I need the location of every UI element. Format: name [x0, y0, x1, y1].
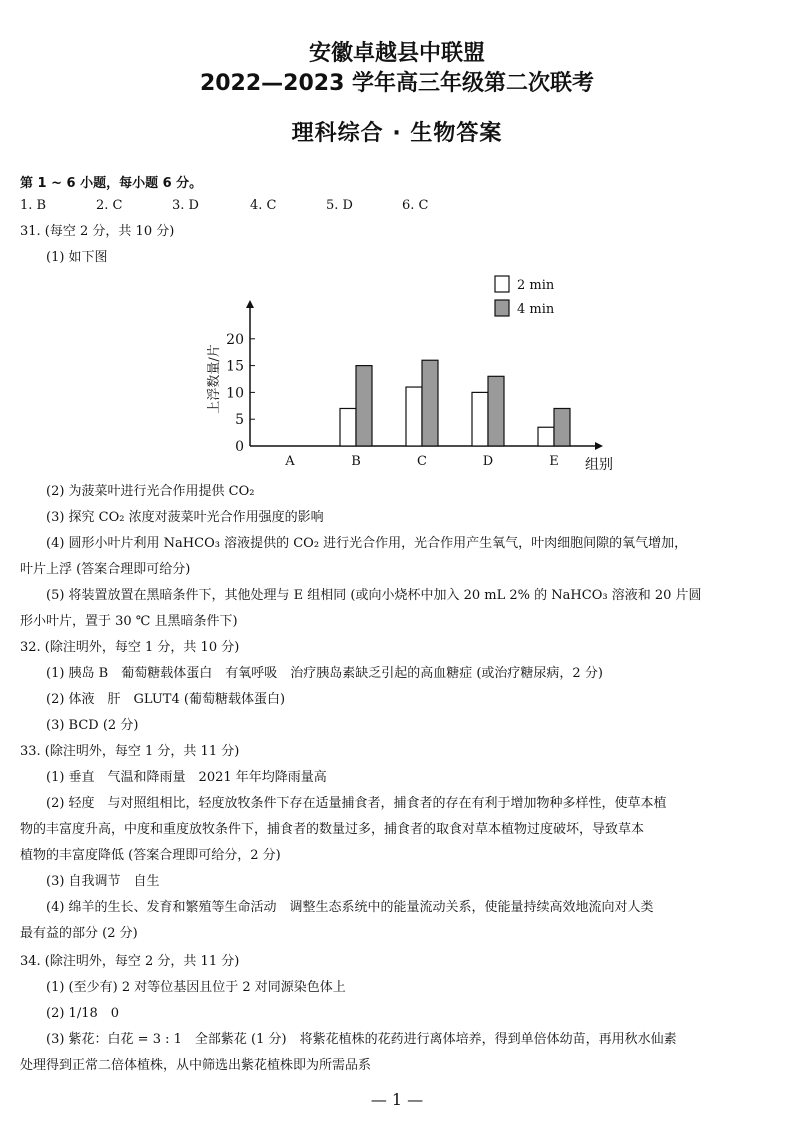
- bar-chart: [190, 264, 630, 474]
- q31-part2: (2) 为菠菜叶进行光合作用提供 CO₂: [46, 484, 255, 499]
- q33-part1: (1) 垂直 气温和降雨量 2021 年年均降雨量高: [46, 770, 327, 785]
- q31-part5-line1: (5) 将装置放置在黑暗条件下，其他处理与 E 组相同 (或向小烧杯中加入 20 mL 2% 的 NaHCO₃ 溶液和 20 片圆: [46, 588, 702, 603]
- x-axis-title: 组别: [585, 457, 613, 473]
- y-tick-label: 15: [226, 358, 244, 375]
- mc-answers: [20, 196, 428, 216]
- q34-part2: (2) 1/18 0: [46, 1006, 120, 1021]
- bar-2min-C: [406, 387, 422, 446]
- q32-part3: (3) BCD (2 分): [46, 718, 139, 733]
- x-tick-label: E: [549, 454, 559, 469]
- exam-year-title: 2022—2023 学年高三年级第二次联考: [199, 71, 595, 96]
- q33-part2-line3: 植物的丰富度降低 (答案合理即可给分，2 分): [20, 848, 281, 863]
- mc-answer: 5. D: [326, 198, 353, 213]
- bar-4min-B: [356, 366, 372, 446]
- q34-part3-line2: 处理得到正常二倍体植株，从中筛选出紫花植株即为所需品系: [20, 1058, 372, 1073]
- q32-heading: 32. (除注明外，每空 1 分，共 10 分): [20, 640, 240, 655]
- mc-answer: 1. B: [20, 198, 47, 213]
- y-tick-label: 10: [226, 385, 244, 402]
- q33-part4-line1: (4) 绵羊的生长、发育和繁殖等生命活动 调整生态系统中的能量流动关系，使能量持续高效地流向对人类: [46, 900, 654, 915]
- bar-4min-D: [488, 376, 504, 446]
- q32-part2: (2) 体液 肝 GLUT4 (葡萄糖载体蛋白): [46, 692, 286, 707]
- legend-label: 2 min: [517, 278, 555, 293]
- x-tick-label: D: [482, 454, 494, 469]
- legend-swatch: [495, 300, 509, 316]
- y-tick-label: 5: [235, 412, 244, 429]
- exam-org-title: 安徽卓越县中联盟: [308, 41, 485, 66]
- x-tick-label: A: [285, 454, 295, 469]
- q31-part3: (3) 探究 CO₂ 浓度对菠菜叶光合作用强度的影响: [46, 510, 324, 525]
- bar-4min-C: [422, 360, 438, 446]
- q33-part2-line2: 物的丰富度升高，中度和重度放牧条件下，捕食者的数量过多，捕食者的取食对草本植物过度破坏，导致草本: [20, 822, 645, 837]
- q33-part4-line2: 最有益的部分 (2 分): [20, 926, 138, 941]
- x-tick-label: B: [351, 454, 361, 469]
- bar-2min-E: [538, 427, 554, 446]
- mc-answer: 3. D: [172, 198, 199, 213]
- q34-heading: 34. (除注明外，每空 2 分，共 11 分): [20, 954, 240, 969]
- q31-part4-line2: 叶片上浮 (答案合理即可给分): [20, 562, 191, 577]
- q31-heading: 31. (每空 2 分，共 10 分): [20, 224, 175, 239]
- y-tick-label: 0: [235, 439, 244, 455]
- y-axis-title: 上浮数量/片: [207, 344, 222, 414]
- page-number: — 1 —: [370, 1090, 424, 1109]
- q33-heading: 33. (除注明外，每空 1 分，共 11 分): [20, 744, 240, 759]
- mc-answer: 4. C: [250, 198, 277, 213]
- bar-2min-D: [472, 392, 488, 446]
- legend-swatch: [495, 276, 509, 292]
- mc-answer: 2. C: [96, 198, 123, 213]
- subject-title: 理科综合 · 生物答案: [291, 121, 503, 146]
- y-tick-label: 20: [226, 331, 244, 348]
- q31-part5-line2: 形小叶片，置于 30 ℃ 且黑暗条件下): [20, 614, 238, 629]
- q34-part1: (1) (至少有) 2 对等位基因且位于 2 对同源染色体上: [46, 980, 346, 995]
- bar-2min-B: [340, 408, 356, 446]
- x-axis-arrow: [595, 442, 603, 450]
- q33-part2-line1: (2) 轻度 与对照组相比，轻度放牧条件下存在适量捕食者，捕食者的存在有利于增加物种多样性，使草本植: [46, 796, 667, 811]
- chart-legend: [495, 276, 555, 317]
- q33-part3: (3) 自我调节 自生: [46, 874, 160, 889]
- mc-note: 第 1 ~ 6 小题，每小题 6 分。: [20, 176, 203, 191]
- q31-part4-line1: (4) 圆形小叶片利用 NaHCO₃ 溶液提供的 CO₂ 进行光合作用，光合作用产生氧气，叶肉细胞间隙的氧气增加，: [46, 536, 688, 551]
- q34-part3-line1: (3) 紫花：白花 = 3 : 1 全部紫花 (1 分) 将紫花植株的花药进行离体培养，得到单倍体幼苗，再用秋水仙素: [46, 1032, 677, 1047]
- bar-4min-E: [554, 408, 570, 446]
- q31-part1: (1) 如下图: [46, 250, 108, 265]
- x-tick-label: C: [417, 454, 427, 469]
- mc-answer: 6. C: [402, 198, 429, 213]
- y-axis-arrow: [246, 300, 254, 308]
- chart-bars: [340, 360, 570, 446]
- legend-label: 4 min: [517, 302, 555, 317]
- q32-part1: (1) 胰岛 B 葡萄糖载体蛋白 有氧呼吸 治疗胰岛素缺乏引起的高血糖症 (或治疗糖尿病，2 分): [46, 666, 603, 681]
